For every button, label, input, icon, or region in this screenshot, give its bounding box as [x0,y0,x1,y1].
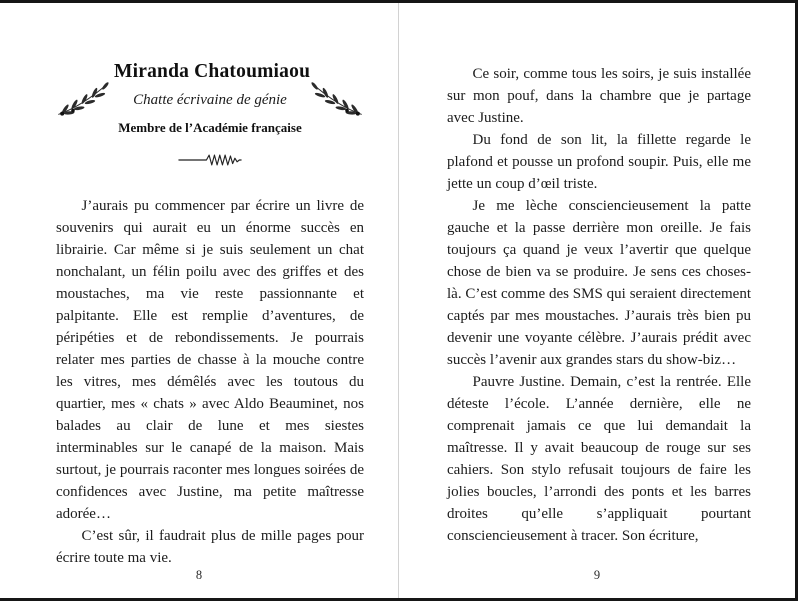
paragraph: J’aurais pu commencer par écrire un livre de souvenirs qui aurait eu un énorme succès en librairie. Car même si je suis seulement un chat nonchalant, un félin poilu avec des griffes et des moustaches, ma vie reste passionnante et palpitante. Elle est remplie d’aventures, de péripéties et de rebondissements. Je pourrais relater mes parties de chasse à la mouche contre les vitres, mes démêlés avec les toutous du quartier, mes « chats » avec Aldo Beauminet, nos balades au clair de lune et mes siestes interminables sur le canapé de la maison. Mais surtout, je pourrais raconter mes longues soirées de confidences avec Justine, ma petite maîtresse adorée… [56,198,364,522]
olive-branch-right-icon [310,74,364,124]
paragraph: Ce soir, comme tous les soirs, je suis installée sur mon pouf, dans la chambre que je partage avec Justine. [447,66,751,126]
page-right [399,3,795,598]
olive-branch-left-icon [56,74,110,124]
page-right-body [447,63,751,547]
paragraph: Je me lèche consciencieusement la patte gauche et la passe derrière mon oreille. Je fais toujours ça quand je veux l’avertir que quelque chose de bien va se produire. Je sens ces choses-là. C’est comme des SMS qui seraient directement captés par mes moustaches. J’aurais très bien pu devenir une voyante célèbre. J’aurais prédit avec succès l’avenir aux grandes stars du show-biz… [447,198,751,368]
chapter-header [56,61,364,173]
title-row [56,61,364,136]
divider-ornament-icon [176,152,244,168]
page-number-left: 8 [195,568,203,582]
page-number-right: 9 [593,568,601,582]
paragraph: Du fond de son lit, la fillette regarde le plafond et pousse un profond soupir. Puis, elle me jette un coup d’œil triste. [447,132,751,192]
paragraph: C’est sûr, il faudrait plus de mille pages pour écrire toute ma vie. [56,528,364,566]
chapter-subtitle: Chatte écrivaine de génie [133,92,287,108]
chapter-title-block [114,61,311,136]
paragraph: Pauvre Justine. Demain, c’est la rentrée. Elle déteste l’école. L’année dernière, elle ne comprenait jamais ce que lui demandait la maîtresse. Il y avait beaucoup de rouge sur ses cahiers. Son stylo refusait toujours de faire les jolies boucles, l’arrondi des ponts et les barres droites qu’elle s’appliquait pourtant consciencieusement à tracer. Son écriture, [447,374,751,544]
section-divider [56,152,364,173]
page-left-body [56,195,364,569]
chapter-affiliation: Membre de l’Académie française [118,120,302,135]
page-left [0,3,398,598]
chapter-title: Miranda Chatoumiaou [114,61,311,82]
